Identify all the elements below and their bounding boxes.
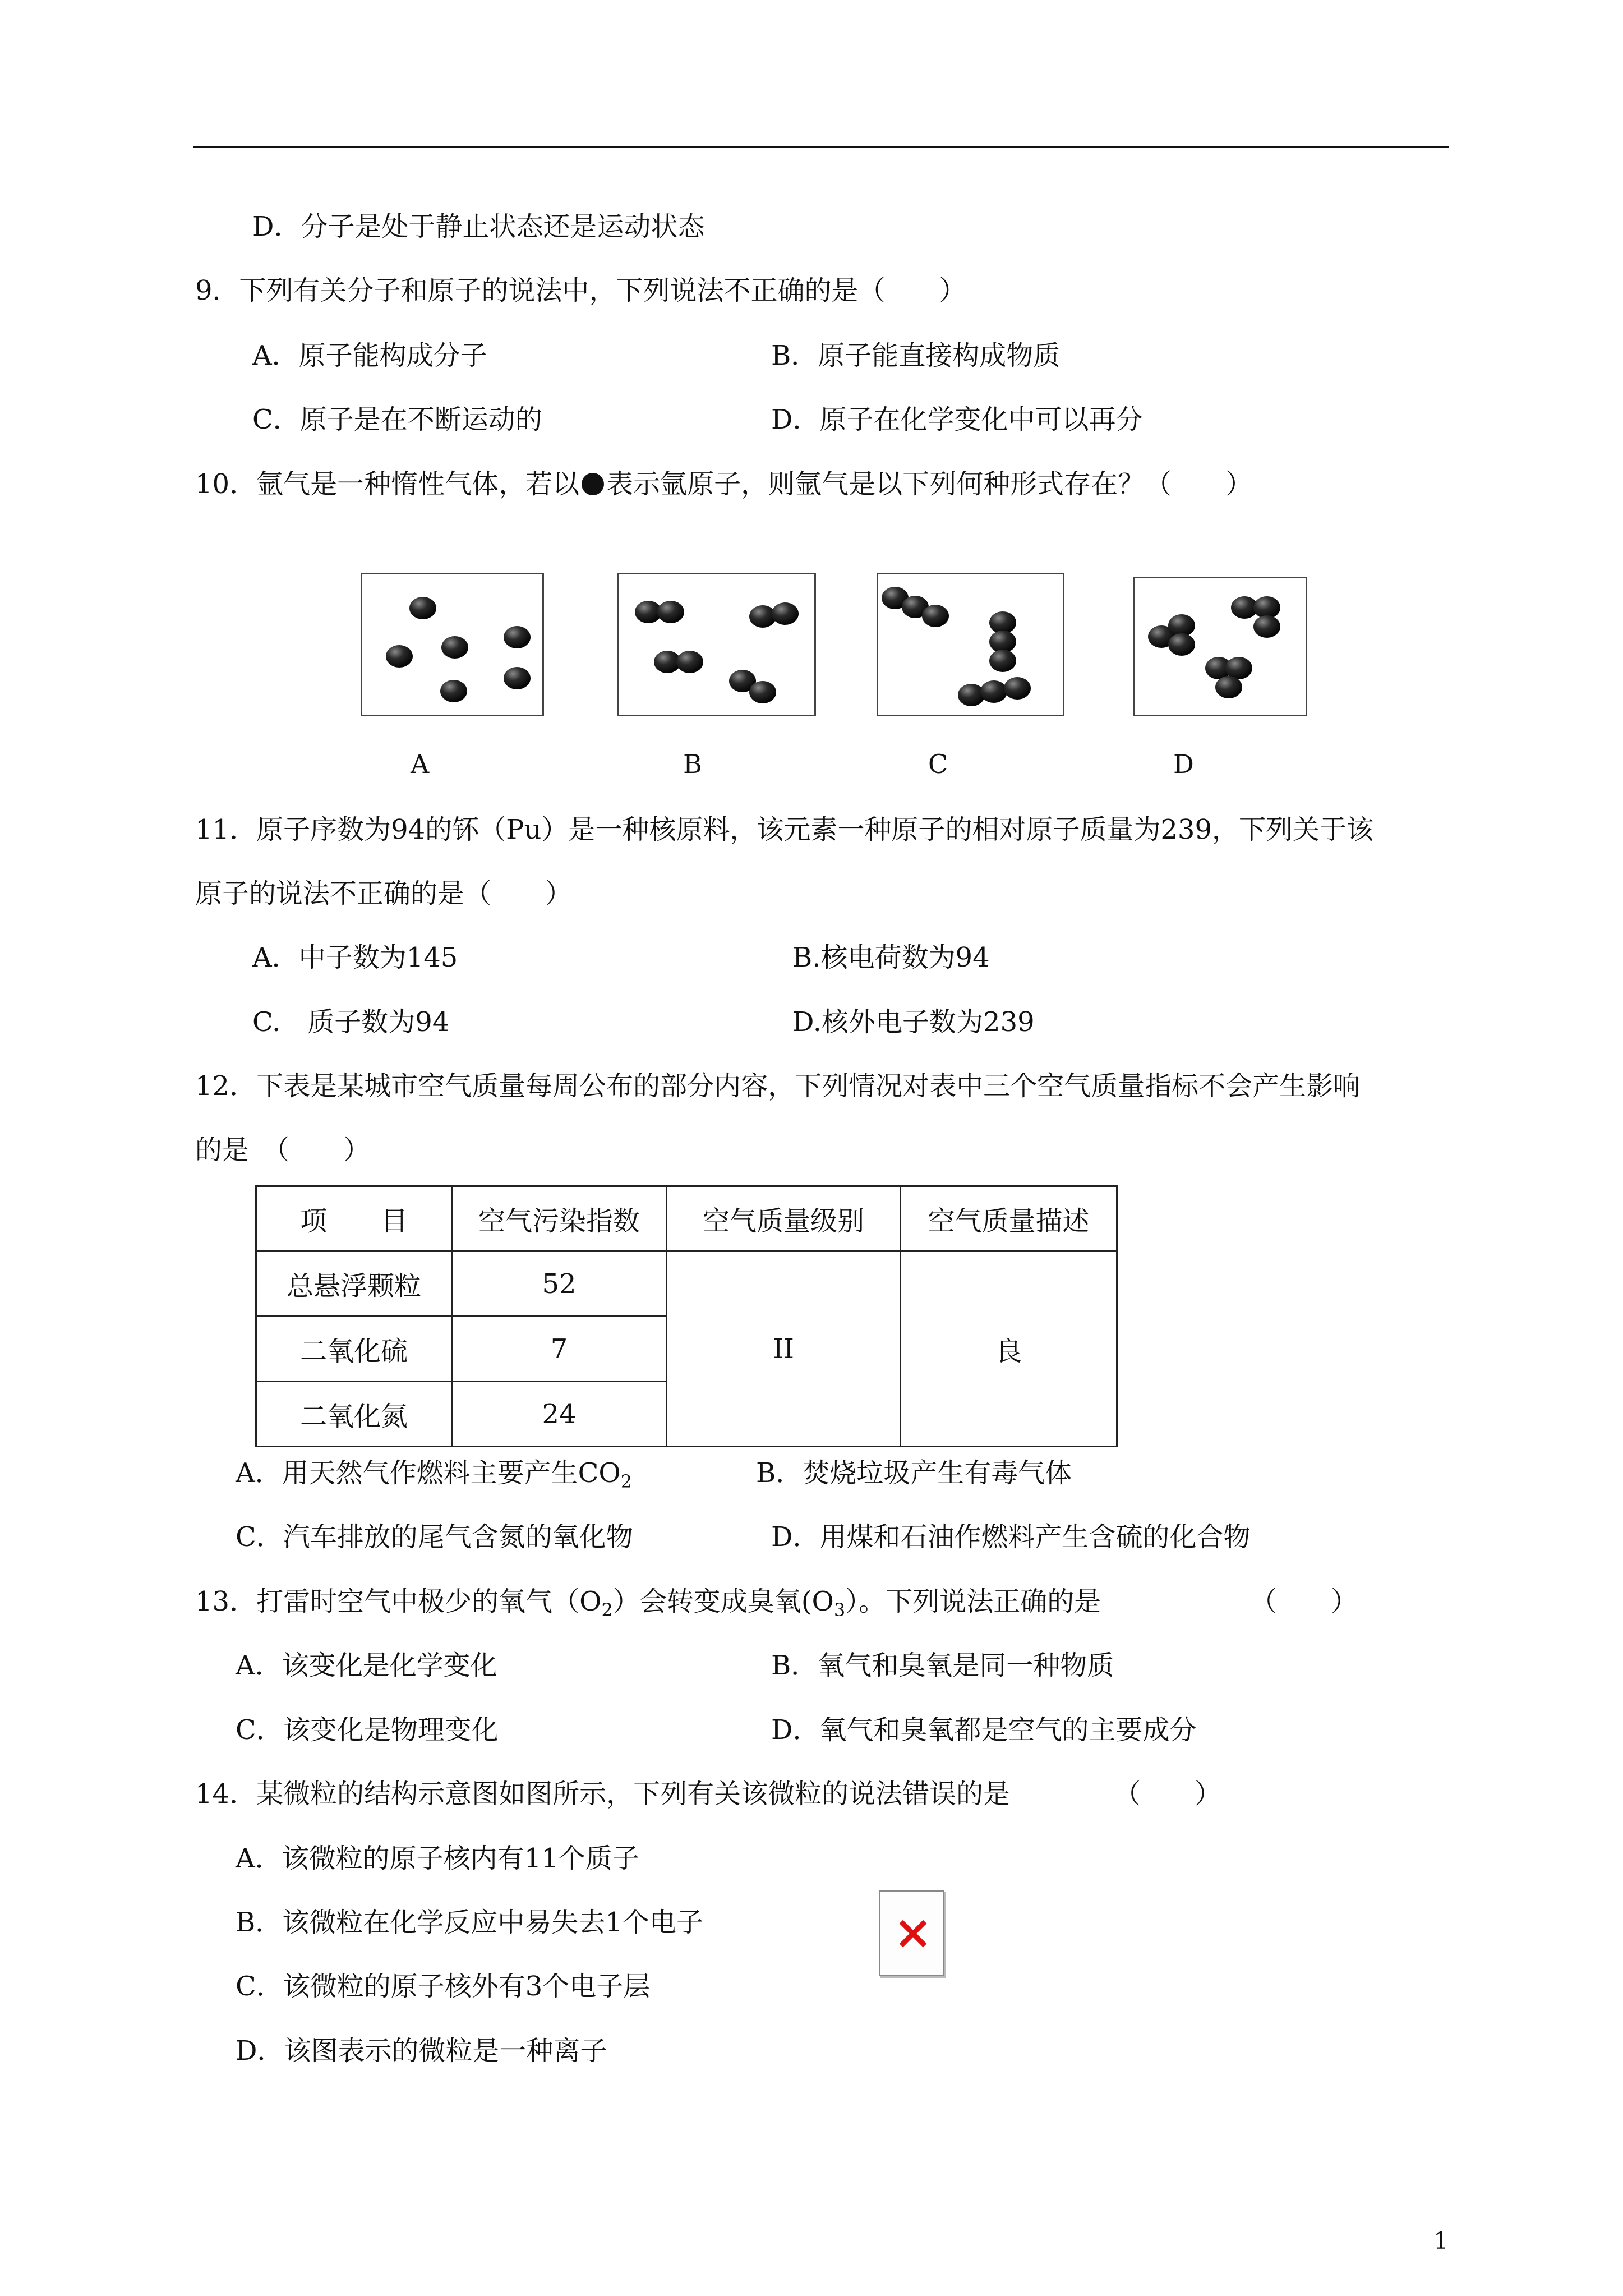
atom (922, 605, 949, 627)
q13-stem-subscript-3: 3 (833, 1599, 846, 1621)
q10-figure-d (1133, 577, 1307, 716)
q13-option-d: D．氧气和臭氧都是空气的主要成分 (771, 1714, 1197, 1746)
merged-description-cell: 良 (901, 1251, 1117, 1447)
q12-option-a-subscript: 2 (620, 1471, 633, 1492)
q10-label-a: A (411, 749, 430, 779)
q13-answer-paren: （ ） (1250, 1586, 1358, 1617)
q10-label-c: C (928, 749, 948, 779)
atom (1225, 657, 1252, 679)
q10-figure-a-atoms (362, 574, 546, 718)
q13-stem-part3: ）。下列说法正确的是 (845, 1586, 1101, 1617)
q12-option-d: D．用煤和石油作燃料产生含硫的化合物 (771, 1521, 1251, 1553)
atom (504, 667, 531, 689)
q11-stem-line1: 11．原子序数为94的钚（Pu）是一种核原料，该元素一种原子的相对原子质量为239，下列关于该 (195, 814, 1373, 845)
atom (441, 636, 468, 659)
atom (409, 597, 436, 619)
row-item: 二氧化硫 (256, 1317, 452, 1382)
q10-figure-c-atoms (878, 574, 1066, 718)
q12-stem-line1: 12．下表是某城市空气质量每周公布的部分内容，下列情况对表中三个空气质量指标不会产生影响 (195, 1070, 1361, 1102)
row-item: 总悬浮颗粒 (256, 1251, 452, 1317)
q14-answer-paren: （ ） (1114, 1778, 1222, 1810)
argon-atom-icon (582, 473, 604, 495)
atom (749, 681, 776, 703)
q14-stem: 14．某微粒的结构示意图如图所示，下列有关该微粒的说法错误的是 (195, 1778, 1011, 1810)
q10-figure-a (361, 573, 544, 716)
q10-stem (195, 467, 1252, 501)
q14-option-d: D．该图表示的微粒是一种离子 (236, 2035, 607, 2067)
q12-option-c: C．汽车排放的尾气含氮的氧化物 (236, 1521, 633, 1553)
q12-option-a-text: A．用天然气作燃料主要产生CO (236, 1457, 621, 1489)
table-header-row (256, 1186, 1117, 1251)
q13-stem-part2: ）会转变成臭氧(O (612, 1586, 834, 1617)
row-index: 52 (452, 1251, 667, 1317)
q11-option-b: B.核电荷数为94 (792, 942, 990, 973)
q9-option-c: C．原子是在不断运动的 (252, 404, 542, 435)
broken-image-icon (879, 1890, 944, 1976)
atom (504, 626, 531, 648)
row-index: 7 (452, 1317, 667, 1382)
q10-stem-pre: 10．氩气是一种惰性气体，若以 (195, 468, 580, 500)
q12-option-b: B．焚烧垃圾产生有毒气体 (756, 1457, 1072, 1489)
q9-option-d: D．原子在化学变化中可以再分 (771, 404, 1143, 435)
atom (989, 650, 1016, 672)
atom (1168, 633, 1195, 656)
q13-stem-subscript-2: 2 (601, 1599, 613, 1621)
q13-stem (195, 1585, 1101, 1627)
q10-figure-c (877, 573, 1064, 716)
q11-option-c: C. 质子数为94 (252, 1006, 450, 1038)
atom (1253, 615, 1280, 638)
q13-option-c: C．该变化是物理变化 (236, 1714, 499, 1746)
q12-stem-line2: 的是 （ ） (195, 1134, 371, 1166)
q11-stem-line2: 原子的说法不正确的是（ ） (195, 878, 573, 909)
q10-stem-post: 表示氩原子，则氩气是以下列何种形式存在？（ ） (606, 468, 1253, 500)
q10-figure-b (617, 573, 816, 716)
q14-option-b: B．该微粒在化学反应中易失去1个电子 (236, 1907, 703, 1938)
q8-option-d: D．分子是处于静止状态还是运动状态 (252, 211, 705, 242)
row-index: 24 (452, 1382, 667, 1447)
air-quality-table (255, 1185, 1118, 1447)
atom (958, 684, 985, 706)
q13-option-a: A．该变化是化学变化 (236, 1650, 497, 1681)
page-number: 1 (1433, 2227, 1449, 2254)
header-quality-level: 空气质量级别 (667, 1186, 901, 1251)
atom (1215, 676, 1242, 698)
q9-option-a: A．原子能构成分子 (252, 340, 487, 371)
header-pollution-index: 空气污染指数 (452, 1186, 667, 1251)
table-row (256, 1251, 1117, 1317)
row-item: 二氧化氮 (256, 1382, 452, 1447)
q14-option-c: C．该微粒的原子核外有3个电子层 (236, 1971, 651, 2002)
merged-level-cell: II (667, 1251, 901, 1447)
atom (772, 602, 799, 625)
q13-stem-part1: 13．打雷时空气中极少的氧气（O (195, 1586, 602, 1617)
q14-option-a: A．该微粒的原子核内有11个质子 (236, 1843, 639, 1874)
q12-option-a (236, 1456, 632, 1498)
atom (657, 601, 684, 623)
atom (386, 645, 413, 668)
atom (980, 680, 1007, 703)
q13-option-b: B．氧气和臭氧是同一种物质 (771, 1650, 1114, 1681)
q9-stem: 9．下列有关分子和原子的说法中，下列说法不正确的是（ ） (195, 275, 966, 306)
q10-figure-b-atoms (619, 574, 818, 718)
atom (440, 680, 467, 702)
atom (1004, 677, 1031, 700)
header-quality-description: 空气质量描述 (901, 1186, 1117, 1251)
q10-label-b: B (683, 749, 702, 779)
q11-option-d: D.核外电子数为239 (792, 1006, 1035, 1038)
q11-option-a: A．中子数为145 (252, 942, 458, 973)
q9-option-b: B．原子能直接构成物质 (771, 340, 1061, 371)
q10-label-d: D (1173, 749, 1194, 779)
red-x-icon (898, 1919, 928, 1948)
header-item: 项 目 (256, 1186, 452, 1251)
q10-figure-d-atoms (1135, 578, 1309, 718)
atom (676, 651, 703, 673)
header-rule (193, 146, 1449, 148)
